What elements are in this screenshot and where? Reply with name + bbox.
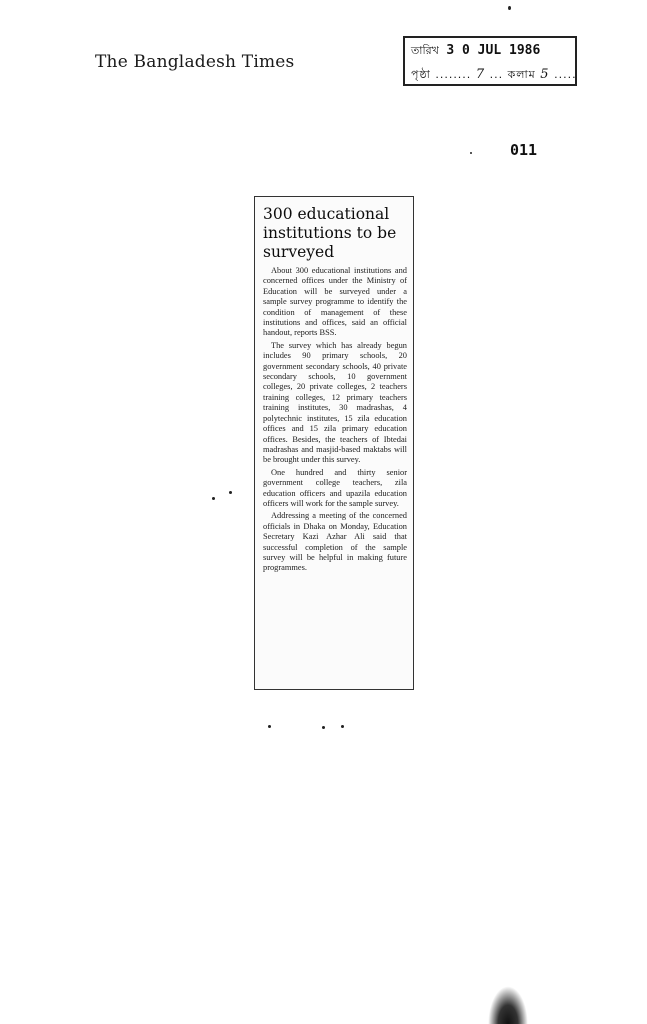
news-clipping (254, 196, 414, 690)
page-number: 011 (510, 141, 538, 159)
stamp-page-label: পৃষ্ঠা (411, 68, 431, 81)
newspaper-masthead: The Bangladesh Times (95, 52, 295, 72)
article-paragraph: One hundred and thirty senior government college teachers, zila education officers and upazila education officers will work for the sample survey. (263, 467, 407, 508)
stamp-date-value: 3 0 JUL 1986 (446, 43, 541, 58)
stamp-date-label: তারিখ (411, 44, 439, 57)
stamp-page-row: পৃষ্ঠা ........ 7 ... কলাম 5 ..... (411, 67, 577, 82)
scan-speck (470, 152, 472, 154)
article-paragraph: Addressing a meeting of the concerned officials in Dhaka on Monday, Education Secretary Kazi Azhar Ali said that successful completion of the sample survey will be helpful in making future programmes. (263, 511, 407, 573)
scan-speck (229, 491, 232, 494)
stamp-page-value: 7 (475, 67, 486, 82)
scan-edge-mark (488, 986, 528, 1024)
scan-speck (322, 726, 325, 729)
scan-speck (268, 725, 271, 728)
article-body (263, 266, 407, 574)
scan-speck (212, 497, 215, 500)
article-paragraph: About 300 educational institutions and concerned offices under the Ministry of Education will be surveyed under a sample survey programme to identify the condition of management of these institutions and offices, said an official handout, reports BSS. (263, 266, 407, 338)
date-stamp (403, 36, 577, 86)
scan-speck (508, 6, 511, 10)
stamp-column-value: 5 (540, 67, 550, 82)
scan-speck (341, 725, 344, 728)
article-headline: 300 educational institutions to be surveyed (263, 205, 397, 261)
stamp-date-row (411, 42, 540, 61)
stamp-column-label: কলাম (507, 68, 536, 81)
article-paragraph: The survey which has already begun includes 90 primary schools, 20 government secondary schools, 40 private secondary schools, 10 government colleges, 20 private colleges, 2 teachers training colleges, 12 primary teachers training institutes, 30 madrashas, 4 polytechnic institutes, 15 zila education offices and 15 zila primary education offices. Besides, the teachers of Ibtedai madrashas and masjid-based maktabs will be brought under this survey. (263, 340, 407, 465)
